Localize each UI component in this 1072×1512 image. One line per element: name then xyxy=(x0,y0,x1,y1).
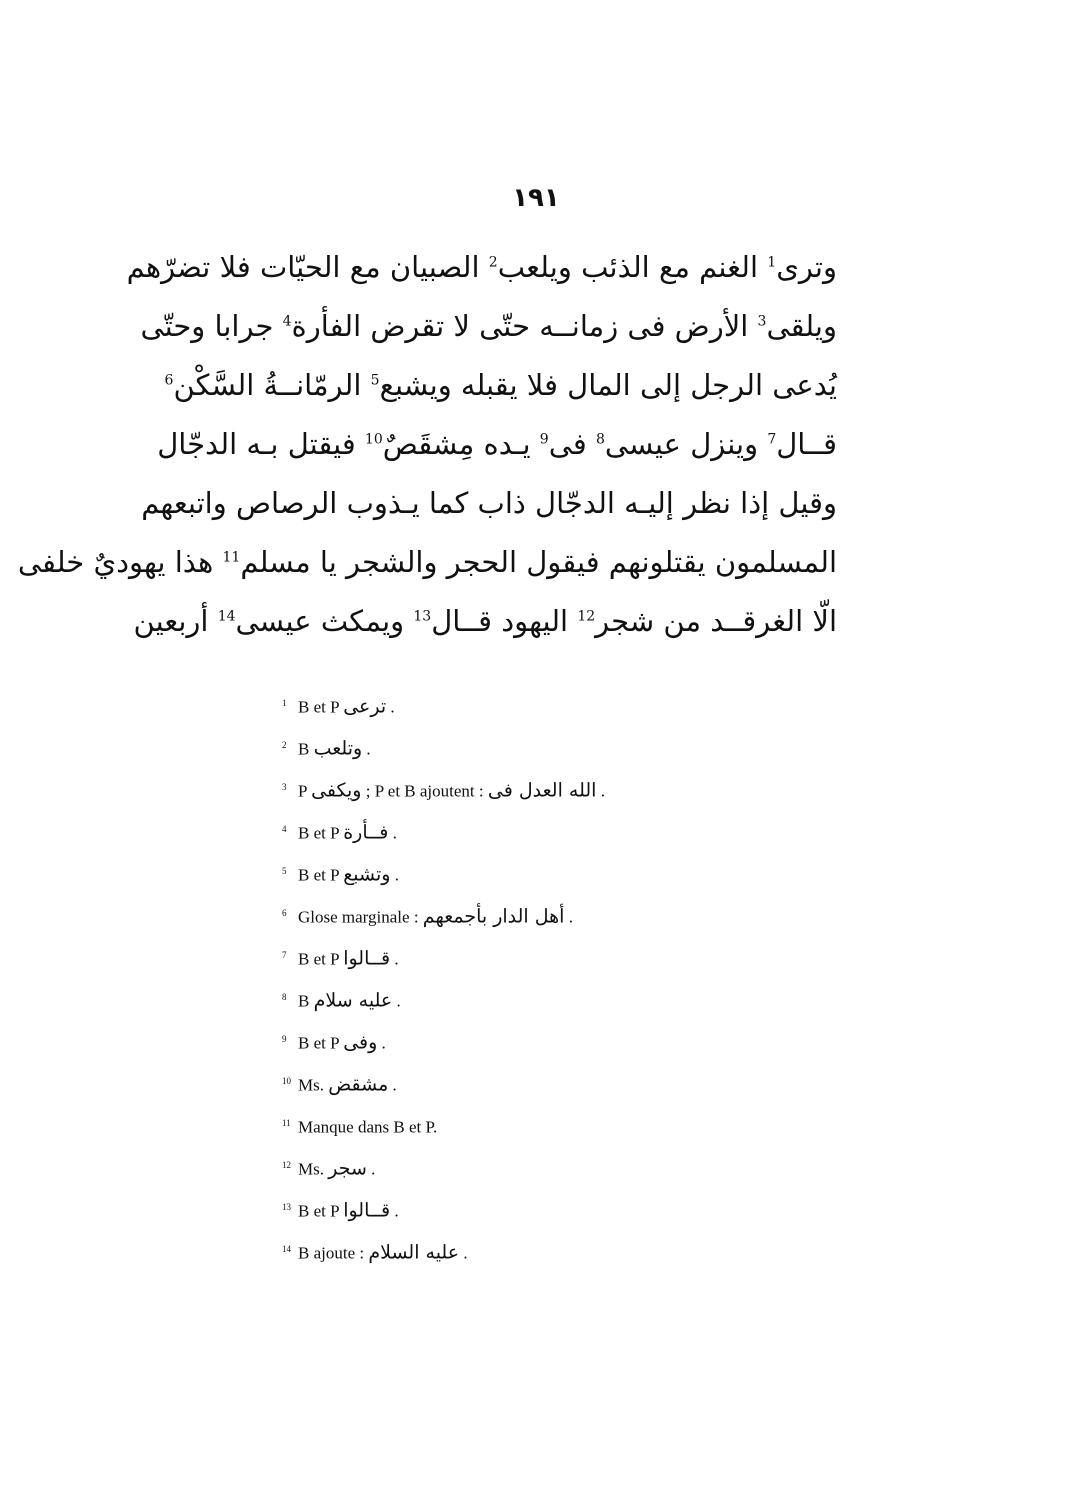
footnote xyxy=(282,1028,702,1070)
footnote-latin: Glose marginale : xyxy=(298,907,419,927)
footnote-ref: 8 xyxy=(595,431,605,448)
footnote-latin: B ajoute : xyxy=(298,1243,365,1263)
body-line xyxy=(140,297,837,356)
footnote-number: 5 xyxy=(282,866,287,876)
footnote-latin: Ms. xyxy=(298,1075,324,1095)
footnote-end: . xyxy=(463,1243,468,1263)
footnote-latin: B et P xyxy=(298,823,339,843)
footnote-end: . xyxy=(600,781,605,801)
footnote-arabic: وتشبع xyxy=(343,863,391,886)
body-text-segment: يُدعى الرجل إلى المال فلا يقبله ويشبع xyxy=(379,368,837,402)
footnote-arabic: وتلعب xyxy=(313,737,363,760)
footnote-latin: B xyxy=(298,991,310,1011)
footnote-end: . xyxy=(394,949,399,969)
footnote xyxy=(282,944,702,986)
footnote-number: 7 xyxy=(282,950,287,960)
footnote-ref: 2 xyxy=(488,254,498,271)
footnote xyxy=(282,692,702,734)
footnote-ref: 9 xyxy=(539,431,549,448)
footnote-ref: 13 xyxy=(413,608,432,625)
footnote-arabic: سجر xyxy=(328,1157,367,1180)
body-text-segment: الأرض فى زمانــه حتّى لا تقرض الفأرة xyxy=(291,309,758,343)
footnote xyxy=(282,860,702,902)
footnote xyxy=(282,1112,702,1154)
footnote-number: 13 xyxy=(282,1202,291,1212)
footnote-end: . xyxy=(392,1075,397,1095)
footnote-ref: 14 xyxy=(217,608,236,625)
footnote-end: . xyxy=(394,1201,399,1221)
footnote-end: . xyxy=(366,739,371,759)
footnote-latin: ; P et B ajoutent : xyxy=(365,781,484,801)
body-text-segment: فى xyxy=(548,427,596,461)
footnote-number: 4 xyxy=(282,824,287,834)
footnote-latin: B et P xyxy=(298,697,339,717)
footnote-ref: 11 xyxy=(222,549,241,566)
body-line xyxy=(133,592,837,651)
footnote-arabic: فــأرة xyxy=(343,821,389,844)
footnote-number: 14 xyxy=(282,1244,291,1254)
footnote-latin: B et P xyxy=(298,1201,339,1221)
body-line xyxy=(126,238,837,297)
footnote-arabic: أهل الدار بأجمعهم xyxy=(422,905,565,928)
footnote-arabic: ويكفى xyxy=(311,779,362,802)
footnote-end: . xyxy=(394,865,399,885)
footnote-arabic: قــالوا xyxy=(343,1199,391,1222)
footnote-end: . xyxy=(381,1033,386,1053)
footnote-number: 11 xyxy=(282,1118,291,1128)
body-text-segment: هذا يهوديٌ خلفى xyxy=(17,545,223,579)
body-text-segment: فيقتل بـه الدجّال xyxy=(157,427,365,461)
body-text-segment: ويلقى xyxy=(766,309,837,343)
footnote-number: 2 xyxy=(282,740,287,750)
footnote-end: . xyxy=(390,697,395,717)
footnote-number: 12 xyxy=(282,1160,291,1170)
footnote-arabic: عليه السلام xyxy=(368,1241,460,1264)
body-text-segment: يـده مِشقَصٌ xyxy=(382,427,540,461)
body-text-segment: وينزل عيسى xyxy=(604,427,768,461)
body-line xyxy=(17,533,837,592)
footnote-arabic: الله العدل فى xyxy=(487,779,597,802)
body-text-segment: الغنم مع الذئب ويلعب xyxy=(497,250,768,284)
footnote-latin: B et P xyxy=(298,949,339,969)
body-text-segment: جرابا وحتّى xyxy=(140,309,283,343)
footnote-ref: 4 xyxy=(282,313,292,330)
body-line xyxy=(141,474,837,533)
footnote-arabic: عليه سلام xyxy=(313,989,393,1012)
footnote-latin: P xyxy=(298,781,307,801)
footnote-number: 9 xyxy=(282,1034,287,1044)
body-line xyxy=(157,415,837,474)
body-text-segment: اليهود قــال xyxy=(431,604,578,638)
footnote-number: 3 xyxy=(282,782,287,792)
body-text-segment: وترى xyxy=(776,250,837,284)
footnote-number: 1 xyxy=(282,698,287,708)
footnote-end: . xyxy=(568,907,573,927)
body-text-segment: الّا الغرقــد من شجر xyxy=(595,604,837,638)
footnote-latin: Ms. xyxy=(298,1159,324,1179)
footnote-end: . xyxy=(392,823,397,843)
footnote xyxy=(282,734,702,776)
footnote-number: 10 xyxy=(282,1076,291,1086)
arabic-body-text xyxy=(17,238,837,651)
body-text-segment: المسلمون يقتلونهم فيقول الحجر والشجر يا مسلم xyxy=(240,545,837,579)
body-text-segment: الصبيان مع الحيّات فلا تضرّهم xyxy=(126,250,489,284)
footnote-ref: 10 xyxy=(364,431,383,448)
footnote-ref: 3 xyxy=(757,313,767,330)
footnote-end: . xyxy=(371,1159,376,1179)
footnote xyxy=(282,1238,702,1280)
footnote xyxy=(282,1070,702,1112)
footnote-ref: 7 xyxy=(767,431,777,448)
body-text-segment: أربعين xyxy=(133,604,218,638)
footnote-number: 6 xyxy=(282,908,287,918)
footnote-arabic: وفى xyxy=(343,1031,378,1054)
footnote xyxy=(282,902,702,944)
page-number: ١٩١ xyxy=(512,183,560,213)
body-text-segment: ويمكث عيسى xyxy=(235,604,414,638)
footnote-latin: B et P xyxy=(298,865,339,885)
body-text-segment: الرمّانــةُ السَّكْن xyxy=(173,368,371,402)
footnote-latin: B xyxy=(298,739,310,759)
footnote-end: . xyxy=(396,991,401,1011)
footnote-ref: 5 xyxy=(370,372,380,389)
footnote xyxy=(282,1196,702,1238)
body-line xyxy=(164,356,837,415)
footnote xyxy=(282,776,702,818)
footnote xyxy=(282,986,702,1028)
footnote-arabic: ترعى xyxy=(343,695,387,718)
footnote-arabic: قــالوا xyxy=(343,947,391,970)
footnote-number: 8 xyxy=(282,992,287,1002)
body-text-segment: وقيل إذا نظر إليـه الدجّال ذاب كما يـذوب الرصاص واتبعهم xyxy=(141,486,837,520)
body-text-segment: قــال xyxy=(776,427,837,461)
footnotes xyxy=(282,692,702,1280)
footnote-latin: Manque dans B et P. xyxy=(298,1117,438,1137)
footnote xyxy=(282,1154,702,1196)
footnote xyxy=(282,818,702,860)
footnote-ref: 1 xyxy=(767,254,777,271)
footnote-ref: 12 xyxy=(577,608,596,625)
footnote-ref: 6 xyxy=(164,372,174,389)
footnote-latin: B et P xyxy=(298,1033,339,1053)
footnote-arabic: مشقض xyxy=(328,1073,389,1096)
